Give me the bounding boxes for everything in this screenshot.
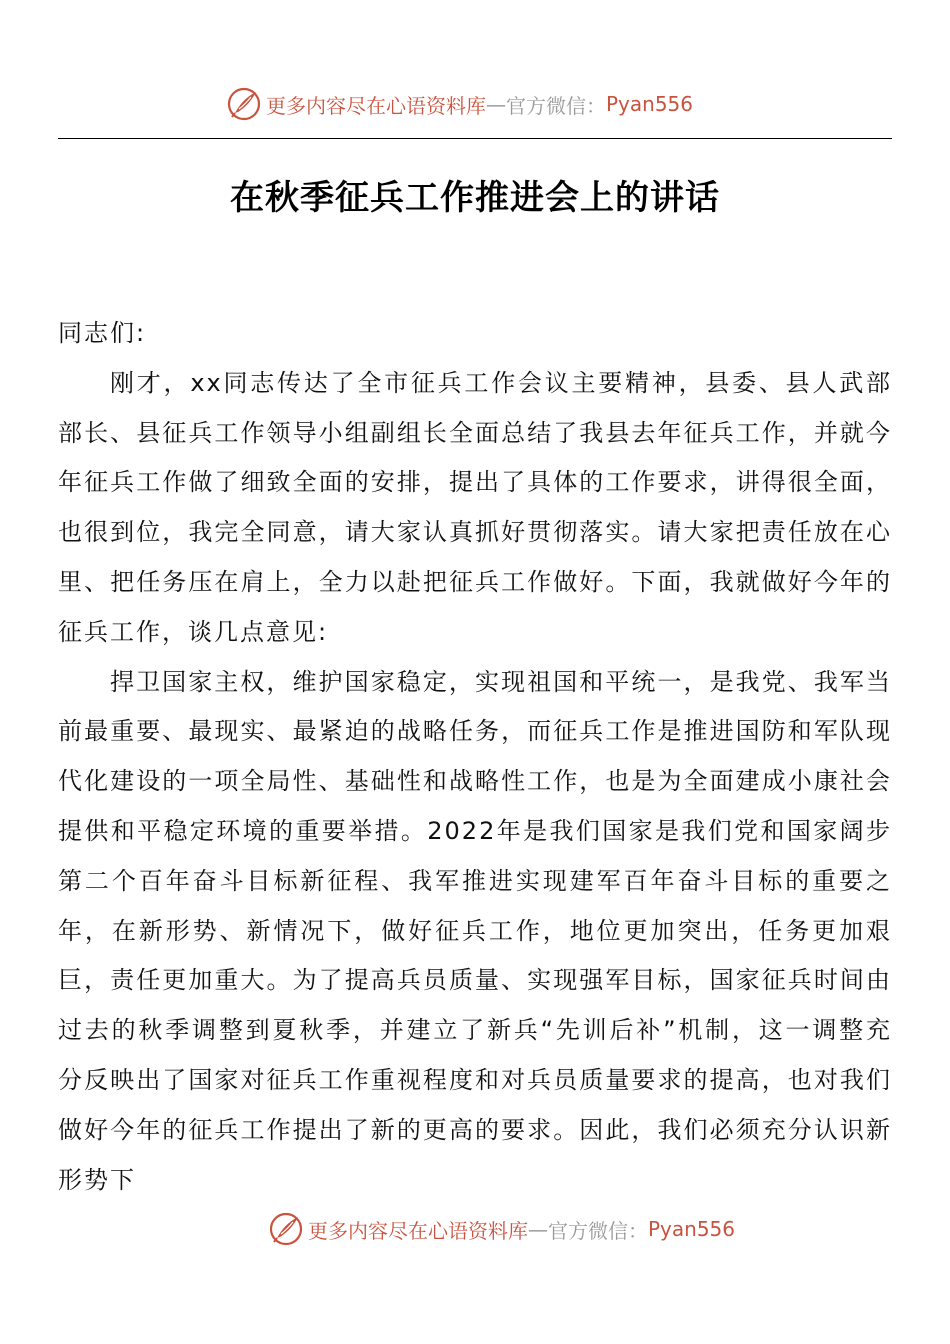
document-title: 在秋季征兵工作推进会上的讲话: [230, 178, 720, 218]
watermark-account: Pyan556: [606, 92, 694, 116]
watermark-name: 更多内容尽在心语资料库: [308, 1218, 528, 1243]
watermark-separator: —: [486, 92, 506, 116]
paragraph: 刚才，xx同志传达了全市征兵工作会议主要精神，县委、县人武部部长、县征兵工作领导小组副组长全面总结了我县去年征兵工作，并就今年征兵工作做了细致全面的安排，提出了具体的工作要求，讲得很全面，也很到位，我完全同意，请大家认真抓好贯彻落实。请大家把责任放在心里、把任务压在肩上，全力以赴把征兵工作做好。下面，我就做好今年的征兵工作，谈几点意见:: [58, 368, 892, 646]
watermark-separator: —: [528, 1217, 548, 1241]
watermark-name: 更多内容尽在心语资料库: [266, 93, 486, 118]
quill-pen-logo-icon: [226, 86, 262, 122]
footer-watermark: [268, 1209, 735, 1249]
header-divider: [58, 138, 892, 139]
document-body: [58, 309, 892, 1205]
watermark-label: 官方微信：: [548, 1218, 648, 1243]
header-watermark: [226, 84, 693, 124]
quill-pen-logo-icon: [268, 1211, 304, 1247]
watermark-label: 官方微信：: [506, 93, 606, 118]
paragraph: 捍卫国家主权，维护国家稳定，实现祖国和平统一，是我党、我军当前最重要、最现实、最紧迫的战略任务，而征兵工作是推进国防和军队现代化建设的一项全局性、基础性和战略性工作，也是为全面建成小康社会提供和平稳定环境的重要举措。2022年是我们国家是我们党和国家阔步第二个百年奋斗目标新征程、我军推进实现建军百年奋斗目标的重要之年，在新形势、新情况下，做好征兵工作，地位更加突出，任务更加艰巨，责任更加重大。为了提高兵员质量、实现强军目标，国家征兵时间由过去的秋季调整到夏秋季，并建立了新兵“先训后补”机制，这一调整充分反映出了国家对征兵工作重视程度和对兵员质量要求的提高，也对我们做好今年的征兵工作提出了新的更高的要求。因此，我们必须充分认识新形势下: [58, 667, 892, 1194]
salutation: 同志们:: [58, 319, 147, 347]
watermark-account: Pyan556: [648, 1217, 736, 1241]
